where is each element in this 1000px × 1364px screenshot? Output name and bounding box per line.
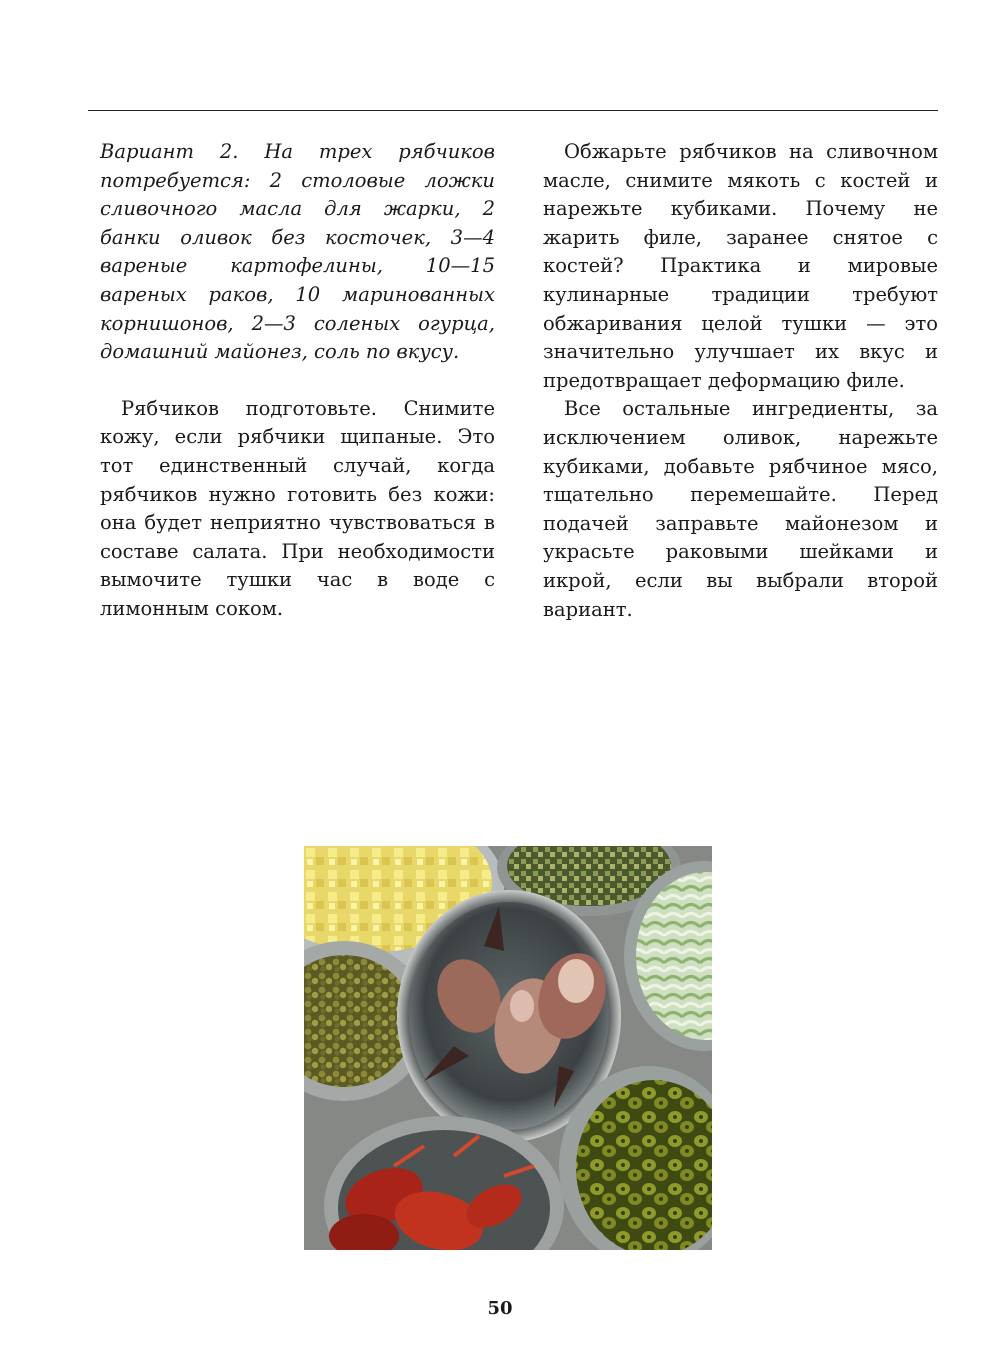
page-number: 50 <box>487 1298 513 1319</box>
top-rule <box>88 110 938 111</box>
preparation-paragraph: Рябчиков подготовьте. Снимите кожу, если рябчики щипаные. Это тот единственный случай, когда рябчиков нужно готовить без кожи: она будет неприятно чувствоваться в составе салата. При необходимости вымочите тушки час в воде с лимонным соком. <box>100 396 495 620</box>
right-column <box>543 138 938 624</box>
frying-paragraph: Обжарьте рябчиков на сливочном масле, снимите мякоть с костей и нарежьте кубиками. Почему не жарить филе, заранее снятое с костей? Практика и мировые кулинарные традиции требуют обжаривания целой тушки — это значительно улучшает их вкус и предотвращает деформацию филе. <box>543 140 938 392</box>
left-column <box>100 138 495 624</box>
ingredients-photo <box>304 846 712 1250</box>
assembly-paragraph: Все остальные ингредиенты, за исключением оливок, нарежьте кубиками, добавьте рябчиное мясо, тщательно перемешайте. Перед подачей заправьте майонезом и украсьте раковыми шейками и икрой, если вы выбрали второй вариант. <box>543 397 938 621</box>
ingredients-paragraph: Вариант 2. На трех рябчиков потребуется: 2 столовые ложки сливочного масла для жарки, 2 банки оливок без косточек, 3—4 вареные картофелины, 10—15 вареных раков, 10 маринованных корнишонов, 2—3 соленых огурца, домашний майонез, соль по вкусу. <box>100 140 495 364</box>
